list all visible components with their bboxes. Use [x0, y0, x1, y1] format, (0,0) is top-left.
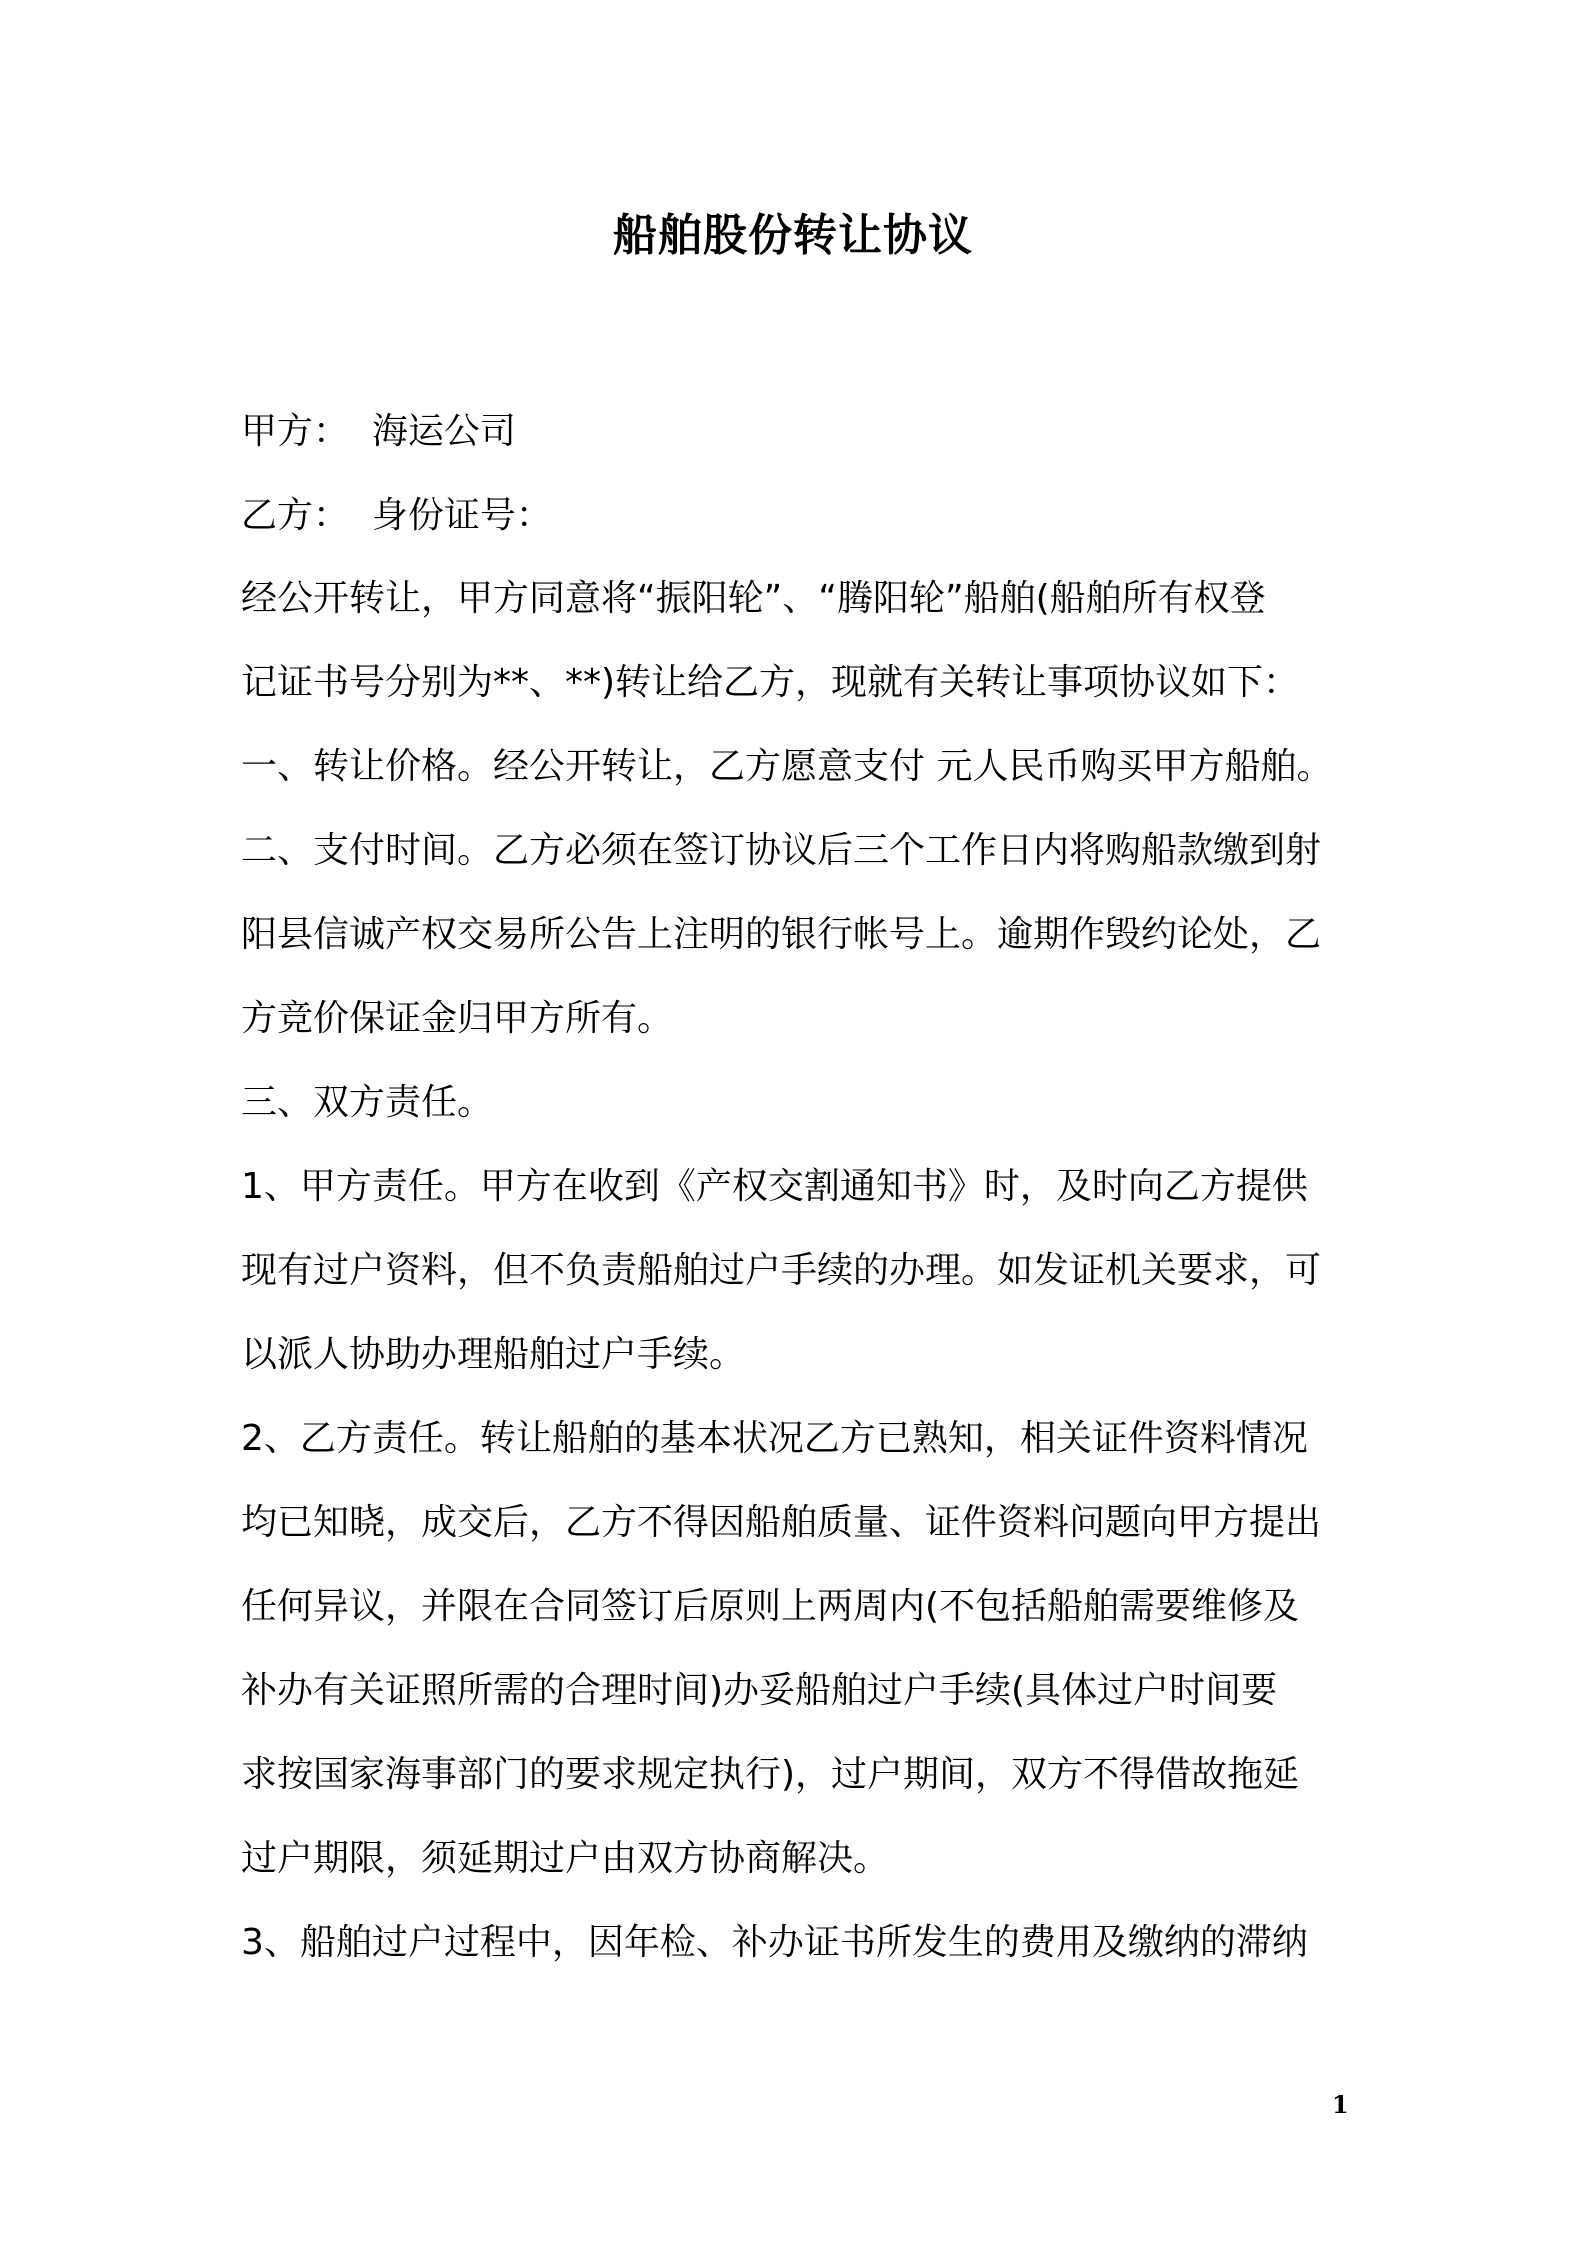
party-a-line: 甲方： 海运公司	[241, 411, 516, 452]
paragraph-line: 记证书号分别为**、**)转让给乙方，现就有关转让事项协议如下：	[241, 662, 1300, 703]
clause-2-line: 方竞价保证金归甲方所有。	[241, 998, 674, 1039]
clause-3-heading: 三、双方责任。	[241, 1082, 494, 1123]
clause-1-line: 一、转让价格。经公开转让，乙方愿意支付 元人民币购买甲方船舶。	[241, 746, 1333, 787]
clause-3-2-line: 求按国家海事部门的要求规定执行)，过户期间，双方不得借故拖延	[241, 1754, 1300, 1795]
clause-2-line: 二、支付时间。乙方必须在签订协议后三个工作日内将购船款缴到射	[241, 830, 1322, 871]
paragraph-line: 经公开转让，甲方同意将“振阳轮”、“腾阳轮”船舶(船舶所有权登	[241, 578, 1266, 619]
clause-3-2-line: 补办有关证照所需的合理时间)办妥船舶过户手续(具体过户时间要	[241, 1670, 1278, 1711]
clause-3-1-line: 现有过户资料，但不负责船舶过户手续的办理。如发证机关要求，可	[241, 1250, 1322, 1291]
clause-3-2-line: 过户期限，须延期过户由双方协商解决。	[241, 1838, 890, 1879]
clause-3-1-line: 1、甲方责任。甲方在收到《产权交割通知书》时，及时向乙方提供	[241, 1166, 1308, 1207]
clause-3-1-line: 以派人协助办理船舶过户手续。	[241, 1334, 746, 1375]
clause-2-line: 阳县信诚产权交易所公告上注明的银行帐号上。逾期作毁约论处，乙	[241, 914, 1322, 955]
clause-3-2-line: 均已知晓，成交后，乙方不得因船舶质量、证件资料问题向甲方提出	[241, 1502, 1322, 1543]
clause-3-2-line: 任何异议，并限在合同签订后原则上两周内(不包括船舶需要维修及	[241, 1586, 1300, 1627]
clause-3-3-line: 3、船舶过户过程中，因年检、补办证书所发生的费用及缴纳的滞纳	[241, 1922, 1308, 1963]
party-b-line: 乙方： 身份证号：	[241, 495, 552, 536]
document-title: 船舶股份转让协议	[613, 210, 973, 261]
page-number: 1	[1332, 2090, 1349, 2119]
clause-3-2-line: 2、乙方责任。转让船舶的基本状况乙方已熟知，相关证件资料情况	[241, 1418, 1308, 1459]
